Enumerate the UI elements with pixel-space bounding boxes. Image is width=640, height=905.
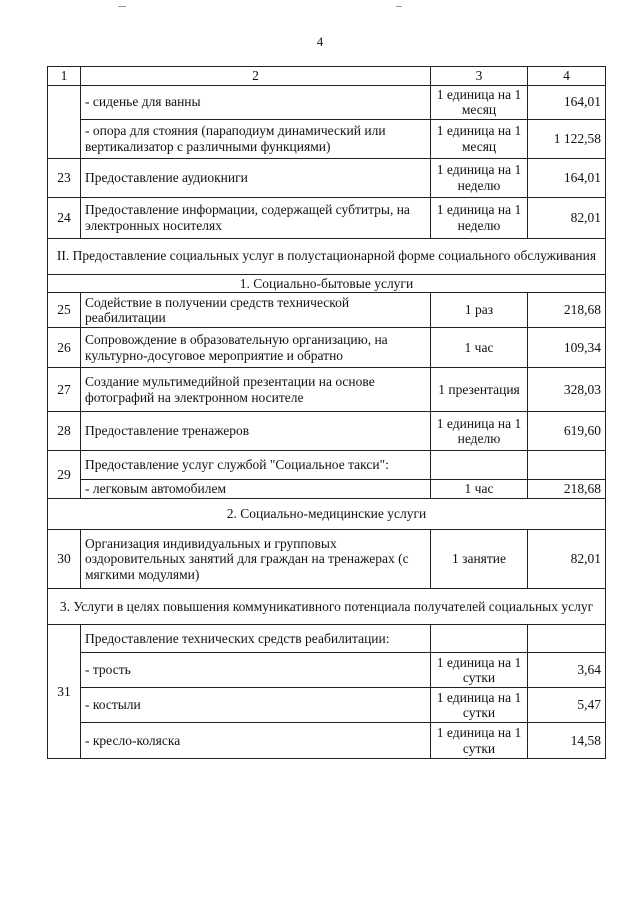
service-name: Предоставление информации, содержащей субтитры, на электронных носителях	[81, 197, 431, 238]
service-name: Организация индивидуальных и групповых оздоровительных занятий для граждан на тренажерах (с мягкими модулями)	[81, 530, 431, 589]
row-number: 26	[48, 328, 81, 368]
page-number: 4	[316, 34, 324, 49]
section-row	[48, 589, 606, 625]
scan-mark	[396, 6, 402, 7]
table-row	[48, 368, 606, 412]
table-row	[48, 451, 606, 480]
header-cell: 2	[81, 67, 431, 86]
section-heading: 1. Социально-бытовые услуги	[48, 274, 606, 293]
section-row	[48, 274, 606, 293]
empty-cell	[528, 451, 606, 480]
services-table	[47, 66, 606, 759]
service-name: - опора для стояния (параподиум динамический или вертикализатор с различными функциями)	[81, 119, 431, 158]
service-name: Предоставление технических средств реабилитации:	[81, 625, 431, 653]
section-row	[48, 499, 606, 530]
service-price: 14,58	[528, 723, 606, 759]
table-row	[48, 653, 606, 688]
service-name: Предоставление тренажеров	[81, 412, 431, 451]
header-cell: 3	[431, 67, 528, 86]
service-price: 109,34	[528, 328, 606, 368]
service-name: Создание мультимедийной презентации на основе фотографий на электронном носителе	[81, 368, 431, 412]
empty-cell	[431, 625, 528, 653]
section-heading: II. Предоставление социальных услуг в полустационарной форме социального обслуживания	[48, 238, 606, 274]
header-cell: 1	[48, 67, 81, 86]
row-number: 24	[48, 197, 81, 238]
service-price: 5,47	[528, 688, 606, 723]
service-unit: 1 единица на 1 неделю	[431, 412, 528, 451]
service-price: 3,64	[528, 653, 606, 688]
service-name: Сопровождение в образовательную организацию, на культурно-досуговое мероприятие и обратно	[81, 328, 431, 368]
service-name: Предоставление услуг службой "Социальное такси":	[81, 451, 431, 480]
service-price: 218,68	[528, 480, 606, 499]
service-unit: 1 презентация	[431, 368, 528, 412]
table-row	[48, 723, 606, 759]
service-price: 164,01	[528, 158, 606, 197]
service-name: - сиденье для ванны	[81, 85, 431, 119]
table-row	[48, 293, 606, 328]
row-number: 27	[48, 368, 81, 412]
section-heading: 3. Услуги в целях повышения коммуникативного потенциала получателей социальных услуг	[48, 589, 606, 625]
table-row	[48, 412, 606, 451]
service-unit: 1 единица на 1 сутки	[431, 653, 528, 688]
service-name: - легковым автомобилем	[81, 480, 431, 499]
header-cell: 4	[528, 67, 606, 86]
service-name: - трость	[81, 653, 431, 688]
service-unit: 1 час	[431, 328, 528, 368]
table-row	[48, 625, 606, 653]
service-price: 1 122,58	[528, 119, 606, 158]
service-price: 328,03	[528, 368, 606, 412]
service-price: 164,01	[528, 85, 606, 119]
row-number: 28	[48, 412, 81, 451]
service-unit: 1 раз	[431, 293, 528, 328]
scan-mark	[118, 6, 126, 7]
table-header-row	[48, 67, 606, 86]
service-name: - костыли	[81, 688, 431, 723]
table-row	[48, 158, 606, 197]
service-price: 82,01	[528, 197, 606, 238]
section-heading: 2. Социально-медицинские услуги	[48, 499, 606, 530]
service-name: - кресло-коляска	[81, 723, 431, 759]
table-row	[48, 530, 606, 589]
service-price: 619,60	[528, 412, 606, 451]
table-row	[48, 119, 606, 158]
service-unit: 1 единица на 1 сутки	[431, 688, 528, 723]
row-number-empty	[48, 85, 81, 158]
service-unit: 1 единица на 1 неделю	[431, 158, 528, 197]
row-number: 25	[48, 293, 81, 328]
service-price: 82,01	[528, 530, 606, 589]
table-row	[48, 328, 606, 368]
service-unit: 1 единица на 1 месяц	[431, 85, 528, 119]
service-unit: 1 единица на 1 неделю	[431, 197, 528, 238]
row-number: 31	[48, 625, 81, 759]
section-row	[48, 238, 606, 274]
empty-cell	[528, 625, 606, 653]
service-unit: 1 занятие	[431, 530, 528, 589]
empty-cell	[431, 451, 528, 480]
table-row	[48, 688, 606, 723]
table-row	[48, 480, 606, 499]
row-number: 23	[48, 158, 81, 197]
row-number: 29	[48, 451, 81, 499]
table-row	[48, 197, 606, 238]
row-number: 30	[48, 530, 81, 589]
service-unit: 1 час	[431, 480, 528, 499]
service-unit: 1 единица на 1 сутки	[431, 723, 528, 759]
service-name: Содействие в получении средств технической реабилитации	[81, 293, 431, 328]
table-row	[48, 85, 606, 119]
service-price: 218,68	[528, 293, 606, 328]
service-name: Предоставление аудиокниги	[81, 158, 431, 197]
service-unit: 1 единица на 1 месяц	[431, 119, 528, 158]
